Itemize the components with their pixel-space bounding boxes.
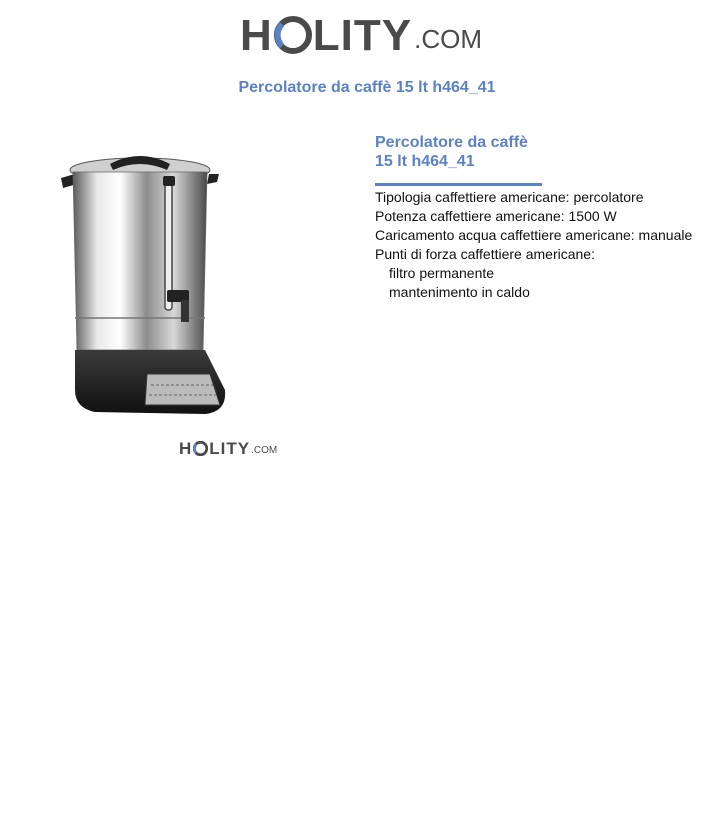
logo-suffix: LITY bbox=[312, 11, 413, 60]
logo-domain: .COM bbox=[251, 445, 278, 456]
heading-divider bbox=[375, 183, 542, 186]
product-image bbox=[55, 150, 235, 430]
product-heading bbox=[375, 133, 545, 171]
logo-o-mark-icon bbox=[193, 441, 208, 456]
spec-power: Potenza caffettiere americane: 1500 W bbox=[375, 208, 617, 224]
logo-prefix: H bbox=[179, 439, 193, 458]
logo-prefix: H bbox=[240, 11, 273, 60]
percolator-icon bbox=[55, 150, 235, 430]
spec-water-loading: Caricamento acqua caffettiere americane: manuale bbox=[375, 227, 693, 243]
brand-logo[interactable] bbox=[240, 11, 482, 60]
logo-domain: .COM bbox=[414, 24, 482, 54]
page-title: Percolatore da caffè 15 lt h464_41 bbox=[238, 79, 496, 96]
logo-o-mark-icon bbox=[274, 16, 312, 54]
strength-item: filtro permanente bbox=[389, 265, 495, 281]
spec-type: Tipologia caffettiere americane: percolatore bbox=[375, 189, 644, 205]
strength-item: mantenimento in caldo bbox=[389, 284, 530, 300]
logo-suffix: LITY bbox=[209, 439, 251, 458]
product-heading-line2: 15 lt h464_41 bbox=[375, 153, 475, 170]
image-watermark-logo bbox=[179, 440, 277, 457]
spec-strengths-label: Punti di forza caffettiere americane: bbox=[375, 246, 595, 262]
product-heading-line1: Percolatore da caffè bbox=[375, 134, 528, 151]
product-info bbox=[375, 133, 720, 302]
